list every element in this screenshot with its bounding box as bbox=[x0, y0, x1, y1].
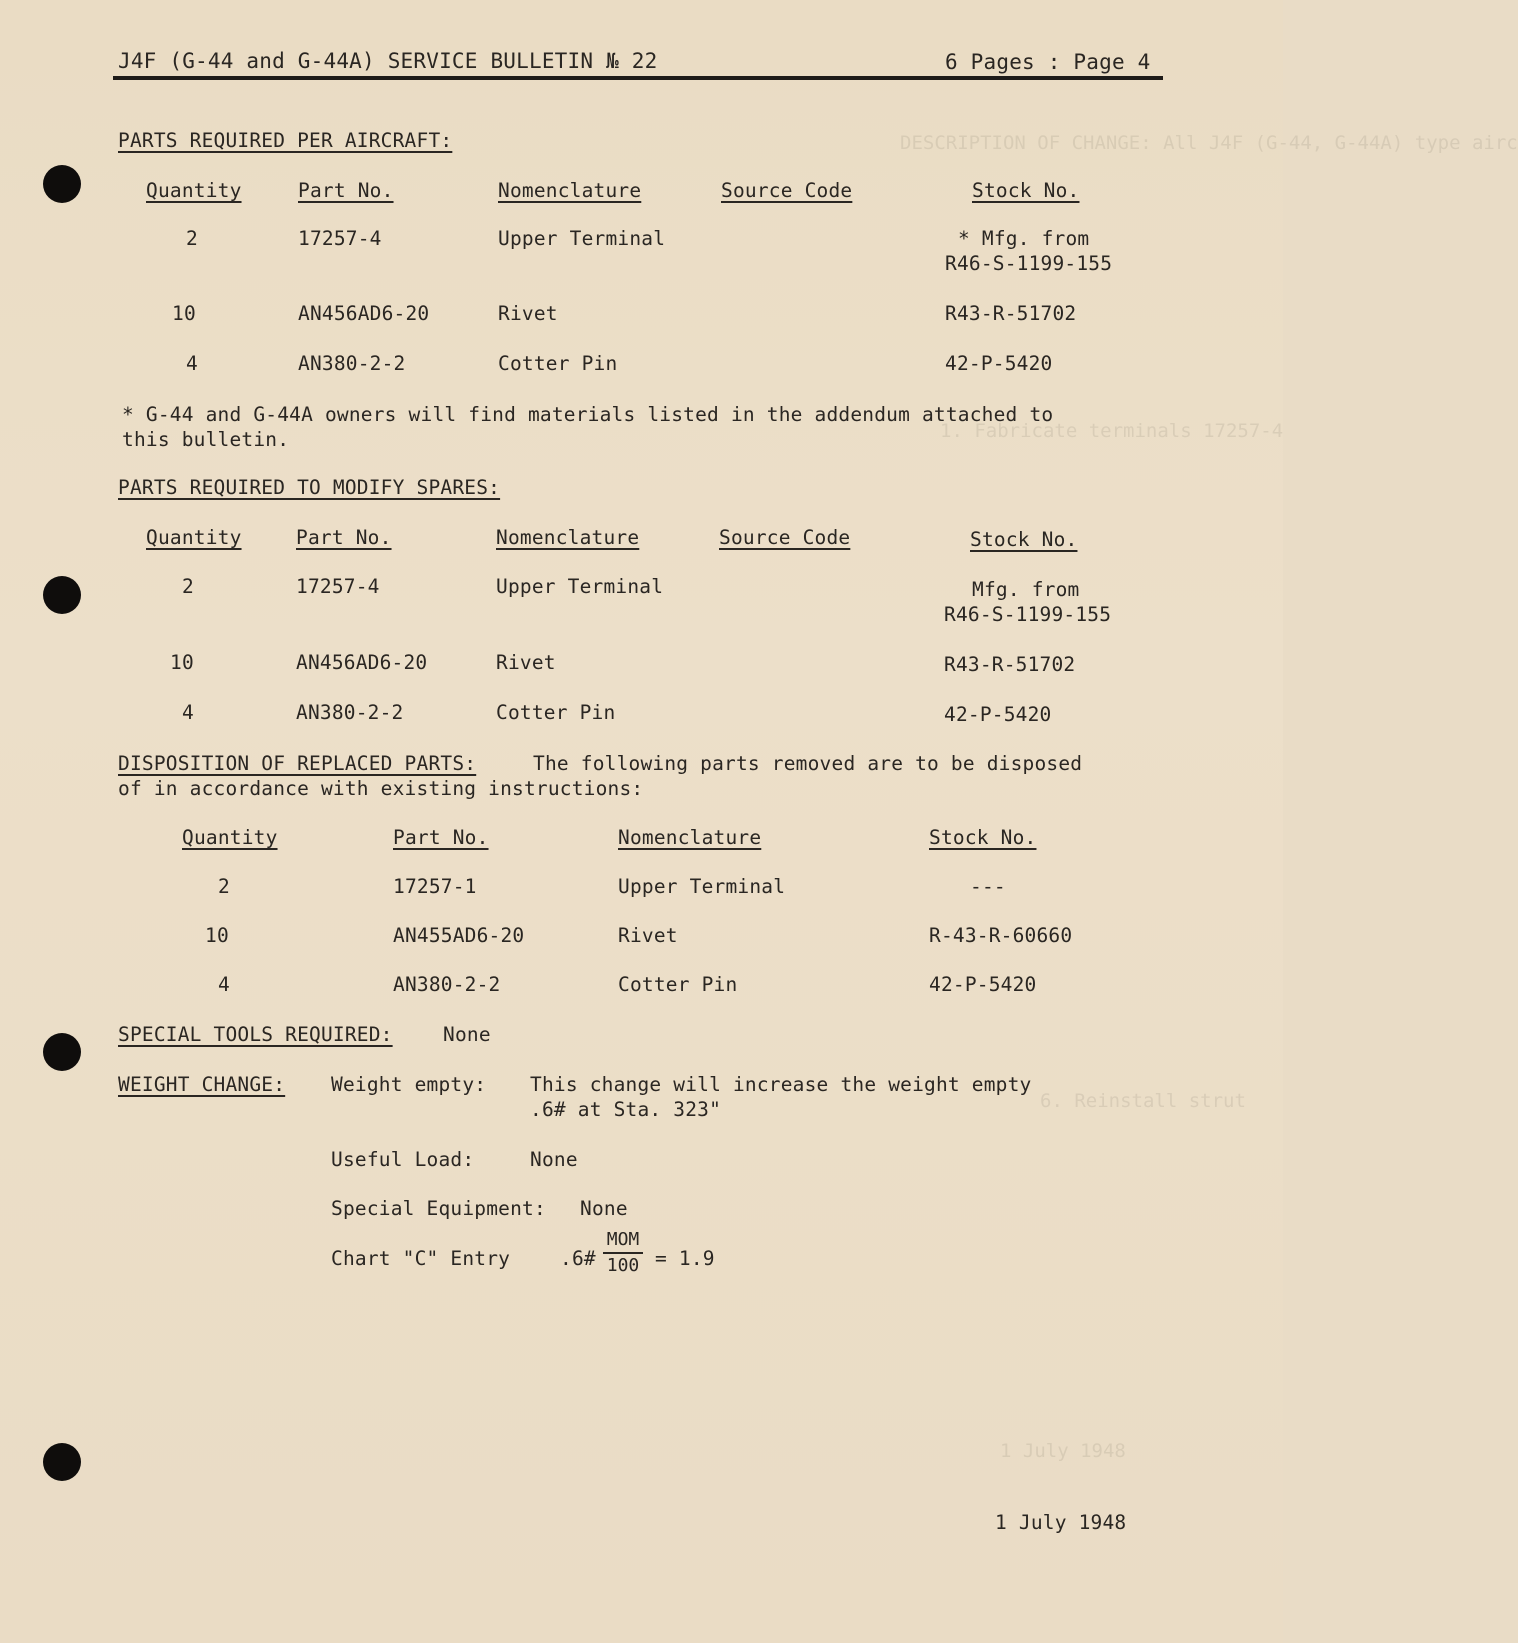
page-count: 6 Pages : Page 4 bbox=[945, 50, 1151, 74]
table-cell-part: AN380-2-2 bbox=[393, 973, 501, 996]
table-cell-qty: 4 bbox=[218, 973, 230, 996]
table-cell-name: Upper Terminal bbox=[618, 875, 786, 898]
punch-hole bbox=[43, 165, 81, 203]
disposition-text-line: of in accordance with existing instructions: bbox=[118, 777, 644, 800]
table-cell-part: AN455AD6-20 bbox=[393, 924, 525, 947]
col-header-quantity: Quantity bbox=[146, 526, 242, 549]
useful-load-label: Useful Load: bbox=[331, 1148, 475, 1171]
chart-c-numerator: MOM bbox=[606, 1229, 640, 1250]
col-header-nomenclature: Nomenclature bbox=[498, 179, 642, 202]
table-cell-stock: 42-P-5420 bbox=[945, 352, 1053, 375]
col-header-stock-no: Stock No. bbox=[972, 179, 1080, 202]
table-cell-part: AN380-2-2 bbox=[298, 352, 406, 375]
table-cell-stock: R43-R-51702 bbox=[945, 302, 1077, 325]
table-cell-stock: R46-S-1199-155 bbox=[945, 252, 1113, 275]
section-heading-parts-per-aircraft: PARTS REQUIRED PER AIRCRAFT: bbox=[118, 129, 453, 152]
bleed-through-text: 1. Fabricate terminals 17257-4 bbox=[940, 420, 1284, 442]
col-header-part-no: Part No. bbox=[298, 179, 394, 202]
table-cell-part: 17257-1 bbox=[393, 875, 477, 898]
table-cell-qty: 4 bbox=[182, 701, 194, 724]
table-cell-qty: 10 bbox=[170, 651, 194, 674]
chart-c-result: = 1.9 bbox=[655, 1247, 715, 1270]
table-cell-stock: R46-S-1199-155 bbox=[944, 603, 1112, 626]
col-header-stock-no: Stock No. bbox=[970, 528, 1078, 551]
table-cell-stock: 42-P-5420 bbox=[929, 973, 1037, 996]
special-equipment-value: None bbox=[580, 1197, 628, 1220]
weight-empty-label: Weight empty: bbox=[331, 1073, 487, 1096]
table-cell-name: Upper Terminal bbox=[496, 575, 664, 598]
table-cell-stock: * Mfg. from bbox=[958, 227, 1090, 250]
col-header-part-no: Part No. bbox=[296, 526, 392, 549]
bulletin-title: J4F (G-44 and G-44A) SERVICE BULLETIN № 22 bbox=[118, 49, 658, 73]
chart-c-fraction bbox=[603, 1231, 643, 1275]
table-cell-qty: 10 bbox=[205, 924, 229, 947]
table-cell-name: Cotter Pin bbox=[498, 352, 618, 375]
table-cell-part: AN380-2-2 bbox=[296, 701, 404, 724]
table-cell-qty: 2 bbox=[186, 227, 198, 250]
disposition-text-line: The following parts removed are to be disposed bbox=[533, 752, 1083, 775]
table-cell-qty: 10 bbox=[172, 302, 196, 325]
table-cell-name: Rivet bbox=[618, 924, 678, 947]
table-cell-name: Rivet bbox=[496, 651, 556, 674]
col-header-nomenclature: Nomenclature bbox=[496, 526, 640, 549]
header-rule bbox=[113, 76, 1163, 80]
col-header-part-no: Part No. bbox=[393, 826, 489, 849]
col-header-quantity: Quantity bbox=[146, 179, 242, 202]
useful-load-value: None bbox=[530, 1148, 578, 1171]
col-header-quantity: Quantity bbox=[182, 826, 278, 849]
table-cell-name: Cotter Pin bbox=[496, 701, 616, 724]
table-cell-part: AN456AD6-20 bbox=[296, 651, 428, 674]
table-cell-part: 17257-4 bbox=[296, 575, 380, 598]
table-cell-qty: 2 bbox=[218, 875, 230, 898]
section-heading-modify-spares: PARTS REQUIRED TO MODIFY SPARES: bbox=[118, 476, 501, 499]
table-cell-qty: 2 bbox=[182, 575, 194, 598]
table-cell-name: Rivet bbox=[498, 302, 558, 325]
col-header-source-code: Source Code bbox=[719, 526, 851, 549]
col-header-nomenclature: Nomenclature bbox=[618, 826, 762, 849]
table-cell-name: Upper Terminal bbox=[498, 227, 666, 250]
bleed-through-text: 6. Reinstall strut bbox=[1040, 1090, 1246, 1112]
weight-empty-text: .6# at Sta. 323" bbox=[530, 1098, 722, 1121]
table-cell-stock: R-43-R-60660 bbox=[929, 924, 1073, 947]
table-cell-stock: R43-R-51702 bbox=[944, 653, 1076, 676]
chart-c-denominator: 100 bbox=[606, 1254, 640, 1276]
col-header-stock-no: Stock No. bbox=[929, 826, 1037, 849]
bleed-through-text: 1 July 1948 bbox=[1000, 1440, 1126, 1462]
punch-hole bbox=[43, 1443, 81, 1481]
chart-c-prefix: .6# bbox=[560, 1247, 596, 1270]
table-cell-stock: Mfg. from bbox=[972, 578, 1080, 601]
table-cell-qty: 4 bbox=[186, 352, 198, 375]
table-cell-name: Cotter Pin bbox=[618, 973, 738, 996]
punch-hole bbox=[43, 1033, 81, 1071]
weight-empty-text: This change will increase the weight empty bbox=[530, 1073, 1032, 1096]
special-tools-value: None bbox=[443, 1023, 491, 1046]
table-cell-part: AN456AD6-20 bbox=[298, 302, 430, 325]
section-heading-weight-change: WEIGHT CHANGE: bbox=[118, 1073, 286, 1096]
table-cell-part: 17257-4 bbox=[298, 227, 382, 250]
footnote-line: this bulletin. bbox=[122, 428, 290, 451]
punch-hole bbox=[43, 576, 81, 614]
bulletin-date: 1 July 1948 bbox=[995, 1511, 1127, 1534]
footnote-line: * G-44 and G-44A owners will find materials listed in the addendum attached to bbox=[122, 403, 1054, 426]
bleed-through-text: DESCRIPTION OF CHANGE: All J4F (G-44, G-44A) type airc bbox=[900, 132, 1518, 154]
section-heading-disposition: DISPOSITION OF REPLACED PARTS: bbox=[118, 752, 477, 775]
table-cell-stock: --- bbox=[970, 875, 1006, 898]
table-cell-stock: 42-P-5420 bbox=[944, 703, 1052, 726]
col-header-source-code: Source Code bbox=[721, 179, 853, 202]
special-equipment-label: Special Equipment: bbox=[331, 1197, 546, 1220]
section-heading-special-tools: SPECIAL TOOLS REQUIRED: bbox=[118, 1023, 393, 1046]
chart-c-label: Chart "C" Entry bbox=[331, 1247, 511, 1270]
